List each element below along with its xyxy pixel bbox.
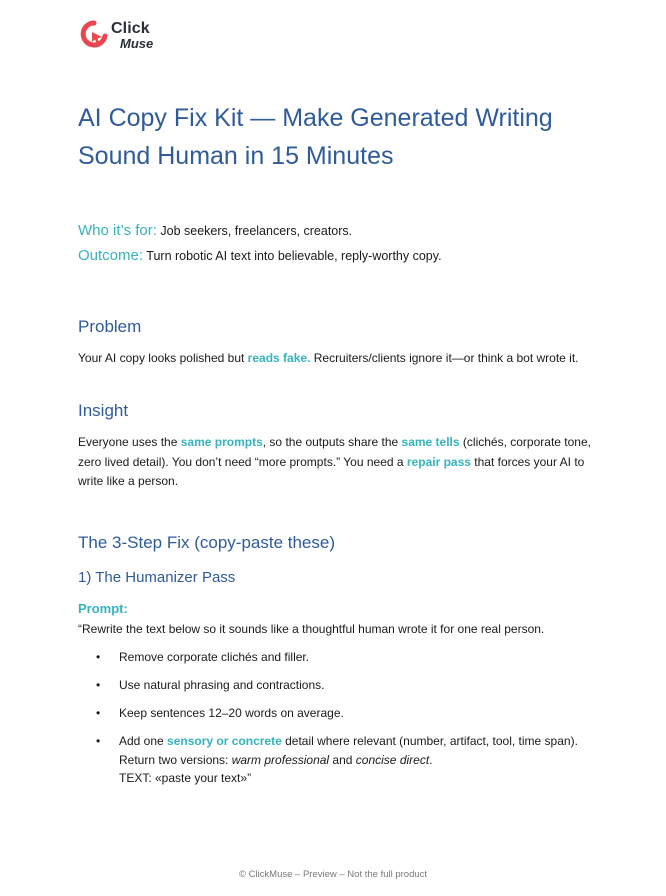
- clickmuse-logo-icon: [80, 20, 108, 50]
- text-placeholder-line: TEXT: «paste your text»”: [119, 771, 252, 785]
- list-item: [78, 704, 578, 723]
- return-text: and: [329, 752, 356, 767]
- list-item: [78, 676, 578, 695]
- logo-wordmark-click: Click: [111, 20, 150, 37]
- outcome-text: Turn robotic AI text into believable, reply-worthy copy.: [143, 249, 442, 263]
- bullet-icon: •: [96, 678, 101, 692]
- problem-paragraph: [78, 349, 593, 369]
- bullet-text: Keep sentences 12–20 words on average.: [119, 706, 344, 720]
- return-text: .: [429, 752, 433, 767]
- logo-wordmark-muse: Muse: [120, 36, 154, 51]
- insight-paragraph: [78, 433, 593, 492]
- bullet-highlight: sensory or concrete: [167, 734, 282, 748]
- insight-highlight: same tells: [401, 435, 460, 449]
- insight-heading: Insight: [78, 401, 129, 420]
- insight-highlight: repair pass: [406, 454, 471, 469]
- audience-line: [78, 222, 352, 240]
- problem-text: Recruiters/clients ignore it—or think a bot wrote it.: [310, 351, 579, 365]
- audience-label: Who it’s for:: [78, 222, 157, 239]
- problem-text: Your AI copy looks polished but: [78, 351, 248, 365]
- problem-highlight: reads fake.: [247, 351, 311, 365]
- insight-text: that forces your AI to write like a person.: [78, 454, 585, 488]
- prompt-label: Prompt:: [78, 601, 128, 616]
- audience-text: Job seekers, freelancers, creators.: [156, 224, 353, 238]
- bullet-icon: •: [96, 734, 101, 748]
- outcome-line: [78, 247, 442, 265]
- clickmuse-logo: [80, 20, 170, 54]
- return-text: Return two versions:: [119, 752, 232, 767]
- bullet-text: Remove corporate clichés and filler.: [119, 650, 310, 664]
- step1-heading: 1) The Humanizer Pass: [78, 569, 236, 586]
- prompt-intro: “Rewrite the text below so it sounds like a thoughtful human wrote it for one real person.: [78, 622, 545, 636]
- version-warm: warm professional: [231, 752, 330, 767]
- insight-text: (clichés, corporate tone, zero lived detail). You don’t need “more prompts.” You need a: [78, 435, 591, 469]
- problem-heading: Problem: [78, 317, 142, 336]
- bullet-icon: •: [96, 650, 101, 664]
- outcome-label: Outcome:: [78, 247, 144, 264]
- prompt-bullet-list: [78, 648, 578, 797]
- insight-highlight: same prompts: [180, 435, 263, 449]
- version-concise: concise direct: [355, 752, 430, 767]
- bullet-text: Add one: [119, 734, 168, 748]
- list-item: [78, 648, 578, 667]
- page-footer: © ClickMuse – Preview – Not the full product: [238, 869, 428, 880]
- bullet-text: detail where relevant (number, artifact, tool, time span).: [281, 734, 578, 748]
- fix-heading: The 3-Step Fix (copy-paste these): [78, 533, 336, 552]
- bullet-text: Use natural phrasing and contractions.: [119, 678, 325, 692]
- document-title: AI Copy Fix Kit — Make Generated Writing Sound Human in 15 Minutes: [78, 104, 553, 170]
- insight-text: , so the outputs share the: [262, 435, 402, 449]
- bullet-icon: •: [96, 706, 101, 720]
- insight-text: Everyone uses the: [78, 435, 181, 449]
- list-item: [78, 732, 578, 788]
- return-versions-line: [119, 751, 578, 770]
